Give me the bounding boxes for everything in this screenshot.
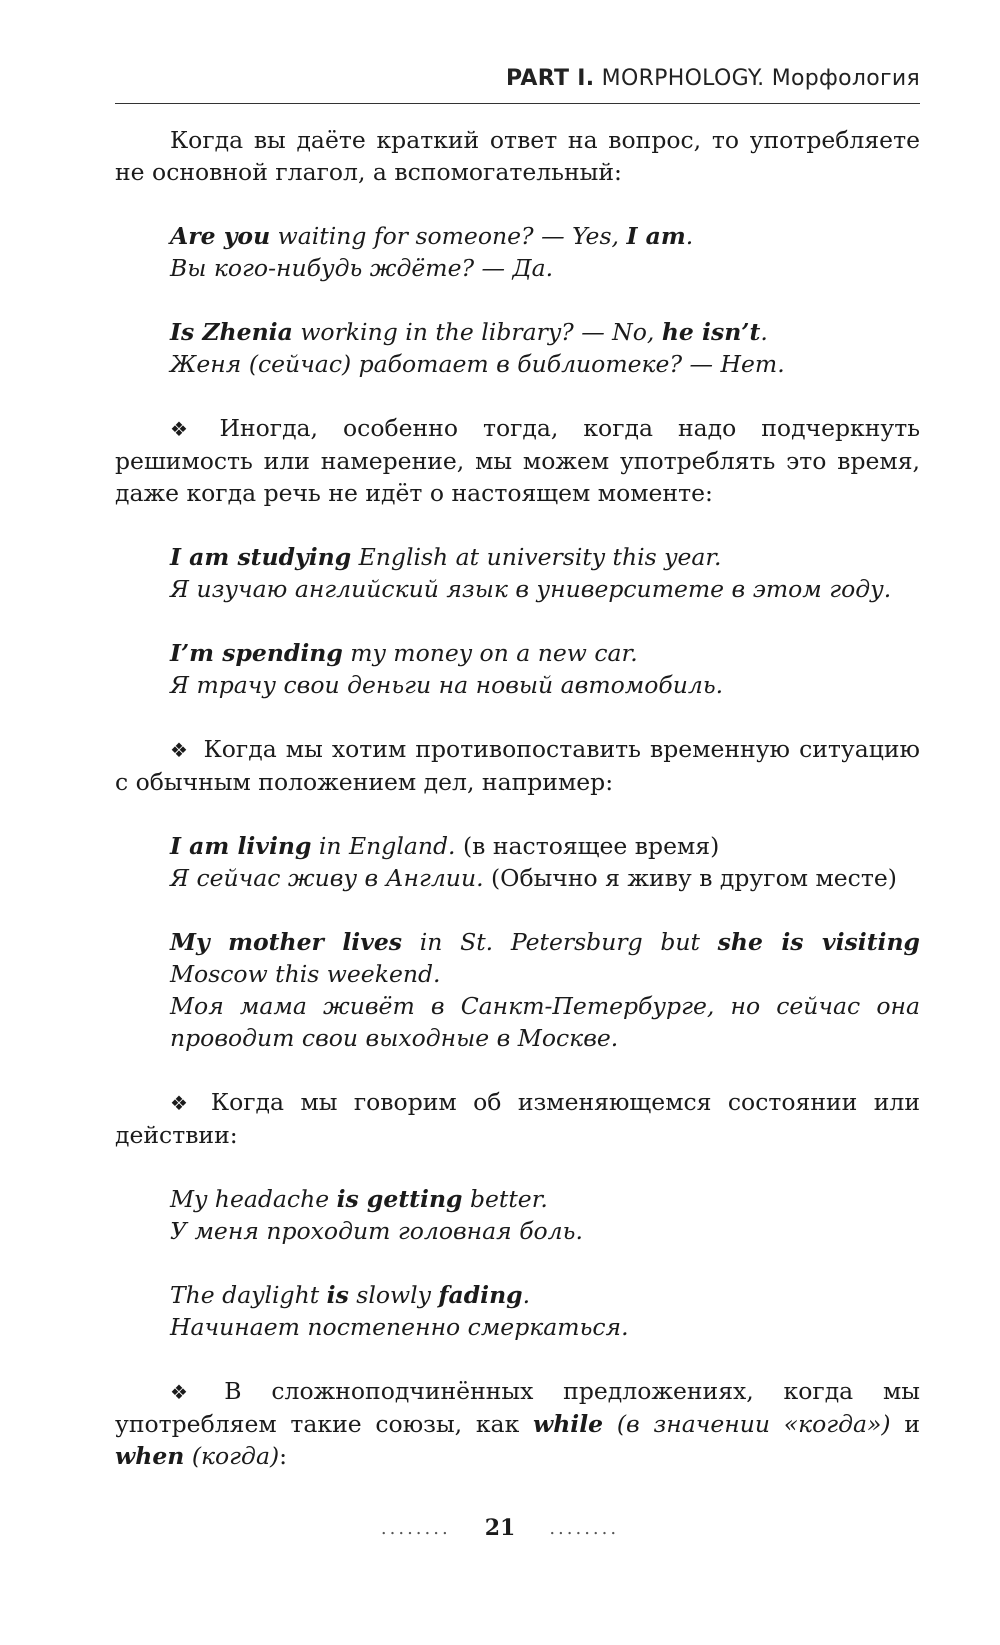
example-8-en: The daylight is slowly fading. — [170, 1281, 531, 1309]
example-6-ru: Моя мама живёт в Санкт-Петербурге, но сейчас она проводит свои выходные в Москве. — [170, 992, 920, 1052]
example-1 — [170, 220, 920, 284]
paragraph-subordinate: ❖ В сложноподчинённых предложениях, когда мы употребляем такие союзы, как while (в значении «когда») и when (когда): — [115, 1377, 920, 1470]
example-3-ru: Я изучаю английский язык в университете в этом году. — [170, 575, 892, 603]
header-section-ru: Морфология — [771, 66, 920, 91]
example-4 — [170, 637, 920, 701]
example-6 — [170, 926, 920, 1054]
footer-dots-left: ........ — [380, 1517, 451, 1539]
example-7-en: My headache is getting better. — [170, 1185, 548, 1213]
page-number: 21 — [484, 1515, 516, 1541]
example-5-ru: Я сейчас живу в Англии. (Обычно я живу в другом месте) — [170, 864, 897, 892]
example-3 — [170, 541, 920, 605]
example-1-ru: Вы кого-нибудь ждёте? — Да. — [170, 254, 554, 282]
example-3-en: I am studying English at university this year. — [170, 543, 722, 571]
example-5 — [170, 830, 920, 894]
running-header — [115, 66, 920, 91]
example-4-en: I’m spending my money on a new car. — [170, 639, 638, 667]
example-2 — [170, 316, 920, 380]
bullet-diamond-icon: ❖ — [170, 417, 206, 441]
paragraph-changing: ❖ Когда мы говорим об изменяющемся состоянии или действии: — [115, 1088, 920, 1149]
example-8-ru: Начинает постепенно смеркаться. — [170, 1313, 629, 1341]
example-7-ru: У меня проходит головная боль. — [170, 1217, 583, 1245]
example-6-en: My mother lives in St. Petersburg but she is visiting Moscow this weekend. — [170, 928, 920, 988]
paragraph-short-answer: Когда вы даёте краткий ответ на вопрос, то употребляете не основной глагол, а вспомогательный: — [115, 126, 920, 186]
example-8 — [170, 1279, 920, 1343]
paragraph-contrast: ❖ Когда мы хотим противопоставить временную ситуацию с обычным положением дел, например: — [115, 735, 921, 796]
header-rule — [115, 103, 920, 104]
header-section: MORPHOLOGY. — [601, 66, 765, 91]
bullet-diamond-icon: ❖ — [170, 738, 190, 762]
example-2-en: Is Zhenia working in the library? — No, he isn’t. — [170, 318, 768, 346]
example-5-en: I am living in England. (в настоящее время) — [170, 832, 720, 860]
bullet-diamond-icon: ❖ — [170, 1091, 197, 1115]
bullet-diamond-icon: ❖ — [170, 1380, 211, 1404]
page-content — [115, 124, 920, 1472]
paragraph-determination: ❖ Иногда, особенно тогда, когда надо подчеркнуть решимость или намерение, мы можем употреблять это время, даже когда речь не идёт о настоящем моменте: — [115, 414, 920, 507]
page-footer — [0, 1515, 1000, 1541]
example-2-ru: Женя (сейчас) работает в библиотеке? — Нет. — [170, 350, 785, 378]
example-1-en: Are you waiting for someone? — Yes, I am. — [170, 222, 694, 250]
footer-dots-right: ........ — [549, 1517, 620, 1539]
example-7 — [170, 1183, 920, 1247]
example-4-ru: Я трачу свои деньги на новый автомобиль. — [170, 671, 724, 699]
header-part: PART I. — [505, 66, 595, 91]
